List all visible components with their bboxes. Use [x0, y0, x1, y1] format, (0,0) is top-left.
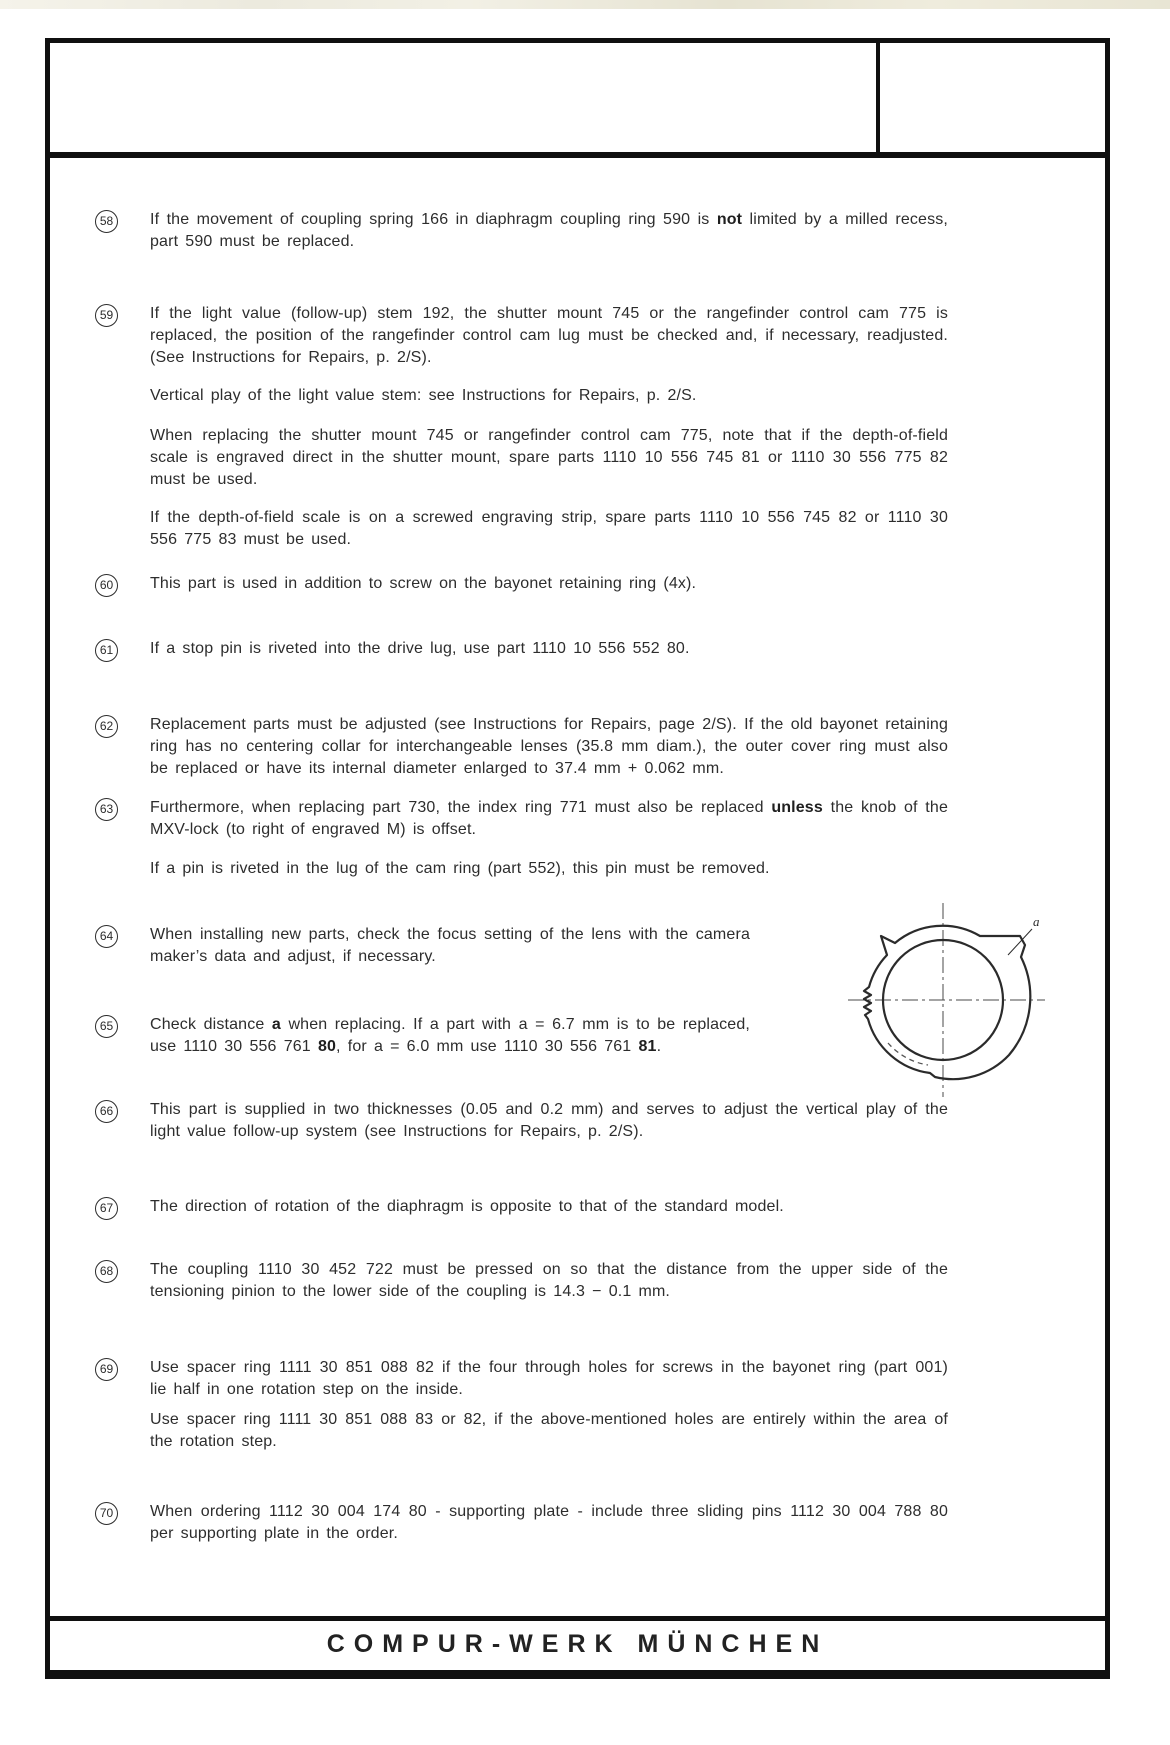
- note-66: [99, 1099, 948, 1143]
- note-text: Vertical play of the light value stem: see Instructions for Repairs, p. 2/S.: [150, 387, 697, 404]
- note-number-badge: 70: [95, 1502, 118, 1525]
- note-text: This part is supplied in two thicknesses (0.05 and 0.2 mm) and serves to adjust the vertical play of the light value follow-up system (see Instructions for Repairs, p. 2/S).: [150, 1101, 948, 1140]
- note-63-continued: [150, 858, 948, 880]
- note-text: Use spacer ring 1111 30 851 088 83 or 82, if the above-mentioned holes are entirely within the area of the rotation step.: [150, 1411, 948, 1450]
- note-number-badge: 61: [95, 639, 118, 662]
- note-number-badge: 66: [95, 1100, 118, 1123]
- note-number-badge: 63: [95, 798, 118, 821]
- note-text: Use spacer ring 1111 30 851 088 82 if the four through holes for screws in the bayonet ring (part 001) lie half in one rotation step on the inside.: [150, 1359, 948, 1398]
- note-59-continued-1: [150, 385, 948, 407]
- note-number-badge: 67: [95, 1197, 118, 1220]
- header-box-bottom-rule: [45, 152, 1110, 158]
- note-69: [99, 1357, 948, 1401]
- note-60: [99, 573, 948, 595]
- note-67: [99, 1196, 948, 1218]
- scan-edge-artifact: [0, 0, 1170, 9]
- note-text: If the depth-of-field scale is on a screwed engraving strip, spare parts 1110 10 556 745 82 or 1110 30 556 775 83 must be used.: [150, 509, 948, 548]
- note-number-badge: 59: [95, 304, 118, 327]
- note-69-continued: [150, 1409, 948, 1453]
- note-text: If a pin is riveted in the lug of the cam ring (part 552), this pin must be removed.: [150, 860, 770, 877]
- header-box-right-cell: [880, 43, 1105, 152]
- note-text: If the light value (follow-up) stem 192, the shutter mount 745 or the rangefinder control cam 775 is replaced, the position of the rangefinder control cam lug must be checked and, if necessary, readjusted. (See Instructions for Repairs, p. 2/S).: [150, 305, 948, 366]
- note-text: Replacement parts must be adjusted (see Instructions for Repairs, page 2/S). If the old bayonet retaining ring has no centering collar for interchangeable lenses (35.8 mm diam.), the outer cover ring must also be replaced or have its internal diameter enlarged to 37.4 mm + 0.062 mm.: [150, 716, 948, 777]
- footer-company-name: COMPUR-WERK MÜNCHEN: [326, 1630, 829, 1658]
- cam-ring-diagram: [840, 895, 1050, 1105]
- note-58: [99, 209, 948, 253]
- note-59-continued-3: [150, 507, 948, 551]
- note-number-badge: 58: [95, 210, 118, 233]
- note-text: The direction of rotation of the diaphragm is opposite to that of the standard model.: [150, 1198, 784, 1215]
- note-70: [99, 1501, 948, 1545]
- outer-ring-contour: [864, 926, 1030, 1079]
- note-64: [99, 924, 750, 968]
- note-number-badge: 64: [95, 925, 118, 948]
- leader-line: [1008, 929, 1032, 955]
- note-number-badge: 69: [95, 1358, 118, 1381]
- note-59: [99, 303, 948, 369]
- footer-top-rule: [50, 1616, 1105, 1621]
- note-text: This part is used in addition to screw on the bayonet retaining ring (4x).: [150, 575, 697, 592]
- note-number-badge: 65: [95, 1015, 118, 1038]
- note-68: [99, 1259, 948, 1303]
- header-box-left-cell: [50, 43, 876, 152]
- note-63: [99, 797, 948, 841]
- dimension-label: a: [1033, 914, 1040, 929]
- note-number-badge: 68: [95, 1260, 118, 1283]
- note-text: When replacing the shutter mount 745 or rangefinder control cam 775, note that if the depth-of-field scale is engraved direct in the shutter mount, spare parts 1110 10 556 745 81 or 1110 30 556 775 82 must be used.: [150, 427, 948, 488]
- note-number-badge: 62: [95, 715, 118, 738]
- note-text: When ordering 1112 30 004 174 80 - supporting plate - include three sliding pins 1112 30 004 788 80 per supporting plate in the order.: [150, 1503, 948, 1542]
- note-text: If the movement of coupling spring 166 in diaphragm coupling ring 590 is not limited by a milled recess, part 590 must be replaced.: [150, 211, 948, 250]
- note-number-badge: 60: [95, 574, 118, 597]
- note-text: Check distance a when replacing. If a part with a = 6.7 mm is to be replaced, use 1110 30 556 761 80, for a = 6.0 mm use 1110 30 556 761 81.: [150, 1016, 750, 1055]
- note-65: [99, 1014, 750, 1058]
- note-61: [99, 638, 948, 660]
- note-62: [99, 714, 948, 780]
- note-59-continued-2: [150, 425, 948, 491]
- note-text: Furthermore, when replacing part 730, the index ring 771 must also be replaced unless the knob of the MXV-lock (to right of engraved M) is offset.: [150, 799, 948, 838]
- note-text: The coupling 1110 30 452 722 must be pressed on so that the distance from the upper side of the tensioning pinion to the lower side of the coupling is 14.3 − 0.1 mm.: [150, 1261, 948, 1300]
- hidden-edge-dashed: [888, 1043, 928, 1065]
- note-text: If a stop pin is riveted into the drive lug, use part 1110 10 556 552 80.: [150, 640, 690, 657]
- note-text: When installing new parts, check the focus setting of the lens with the camera maker’s data and adjust, if necessary.: [150, 926, 750, 965]
